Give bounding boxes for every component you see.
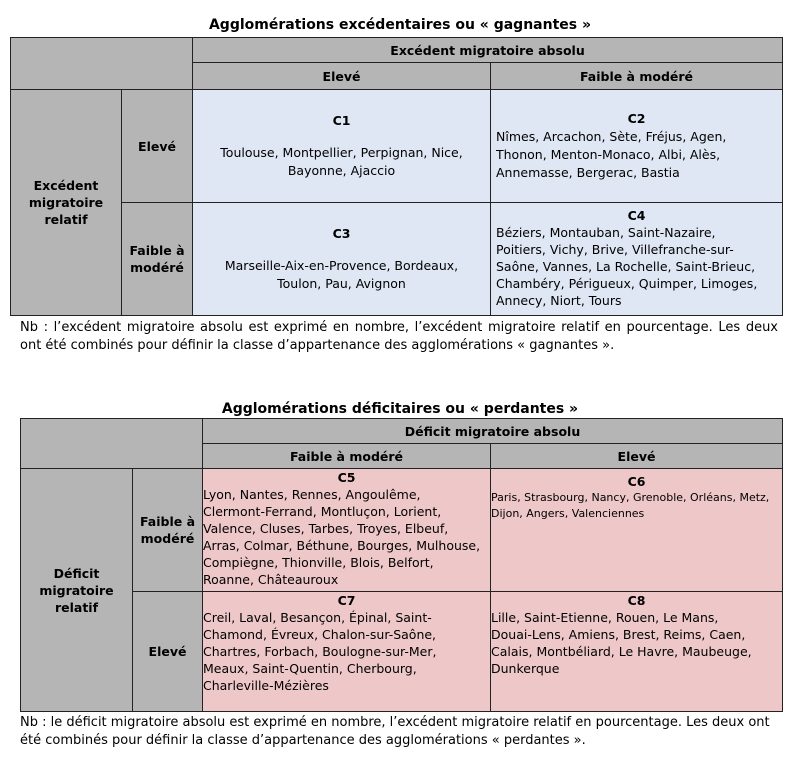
loss-row-high-header: Elevé	[133, 592, 203, 712]
loss-row-low-header: Faible à modéré	[133, 469, 203, 592]
cluster-cities: Marseille-Aix-en-Provence, Bordeaux, Toulon, Pau, Avignon	[224, 258, 459, 291]
gain-col-high-header: Elevé	[193, 63, 491, 90]
loss-cell-c7	[203, 592, 491, 712]
loss-col-group-header: Déficit migratoire absolu	[203, 419, 783, 444]
cluster-cities: Nîmes, Arcachon, Sète, Fréjus, Agen, Thonon, Menton-Monaco, Albi, Alès, Annemasse, Bergerac, Bastia	[496, 129, 727, 180]
loss-cell-c8	[491, 592, 783, 712]
gain-table-title: Agglomérations excédentaires ou « gagnantes »	[208, 17, 592, 33]
loss-cell-c6	[491, 469, 783, 592]
gain-cell-c4	[491, 203, 783, 316]
gain-cell-c3	[193, 203, 491, 316]
cluster-code: C7	[337, 593, 356, 608]
gain-col-low-header: Faible à modéré	[491, 63, 783, 90]
cluster-cities: Toulouse, Montpellier, Perpignan, Nice, Bayonne, Ajaccio	[220, 145, 463, 178]
cluster-code: C4	[627, 208, 646, 223]
gain-footnote: Nb : l’excédent migratoire absolu est exprimé en nombre, l’excédent migratoire relatif en pourcentage. Les deux ont été combinés pour définir la classe d’appartenance des agglomérations « gagnantes ».	[20, 320, 778, 353]
cluster-cities: Creil, Laval, Besançon, Épinal, Saint-Chamond, Évreux, Chalon-sur-Saône, Chartres, Forbach, Boulogne-sur-Mer, Meaux, Saint-Quentin, Cherbourg, Charleville-Mézières	[203, 610, 437, 693]
cluster-cities: Béziers, Montauban, Saint-Nazaire, Poitiers, Vichy, Brive, Villefranche-sur-Saône, Vannes, La Rochelle, Saint-Brieuc, Chambéry, Périgueux, Quimper, Limoges, Annecy, Niort, Tours	[496, 225, 758, 308]
cluster-cities: Lille, Saint-Etienne, Rouen, Le Mans, Douai-Lens, Amiens, Brest, Reims, Caen, Calais, Montbéliard, Le Havre, Maubeuge, Dunkerque	[491, 610, 752, 676]
cluster-code: C8	[627, 593, 646, 608]
cluster-cities: Paris, Strasbourg, Nancy, Grenoble, Orléans, Metz, Dijon, Angers, Valenciennes	[491, 491, 770, 520]
gain-row-low-header: Faible à modéré	[122, 203, 193, 316]
gain-matrix-table	[10, 37, 783, 316]
gain-col-group-header: Excédent migratoire absolu	[193, 38, 783, 63]
loss-col-low-header: Faible à modéré	[203, 444, 491, 469]
cluster-code: C6	[627, 474, 646, 489]
loss-table-title: Agglomérations déficitaires ou « perdantes »	[221, 401, 579, 417]
gain-cell-c1	[193, 90, 491, 203]
gain-row-group-header: Excédent migratoire relatif	[11, 90, 122, 316]
cluster-code: C5	[337, 470, 356, 485]
gain-corner-cell	[11, 38, 193, 90]
gain-row-high-header: Elevé	[122, 90, 193, 203]
loss-matrix-table	[20, 418, 783, 712]
cluster-code: C3	[332, 226, 351, 241]
loss-row-group-header: Déficit migratoire relatif	[21, 469, 133, 712]
cluster-cities: Lyon, Nantes, Rennes, Angoulême, Clermont-Ferrand, Montluçon, Lorient, Valence, Cluses, Tarbes, Troyes, Elbeuf, Arras, Colmar, Béthune, Bourges, Mulhouse, Compiègne, Thionville, Blois, Belfort, Roanne, Châteauroux	[203, 487, 481, 587]
gain-cell-c2	[491, 90, 783, 203]
loss-cell-c5	[203, 469, 491, 592]
cluster-code: C2	[627, 111, 646, 126]
loss-footnote: Nb : le déficit migratoire absolu est exprimé en nombre, l’excédent migratoire relatif en pourcentage. Les deux ont été combinés pour définir la classe d’appartenance des agglomérations « perdantes ».	[20, 715, 770, 748]
loss-col-high-header: Elevé	[491, 444, 783, 469]
loss-corner-cell	[21, 419, 203, 469]
cluster-code: C1	[332, 113, 351, 128]
